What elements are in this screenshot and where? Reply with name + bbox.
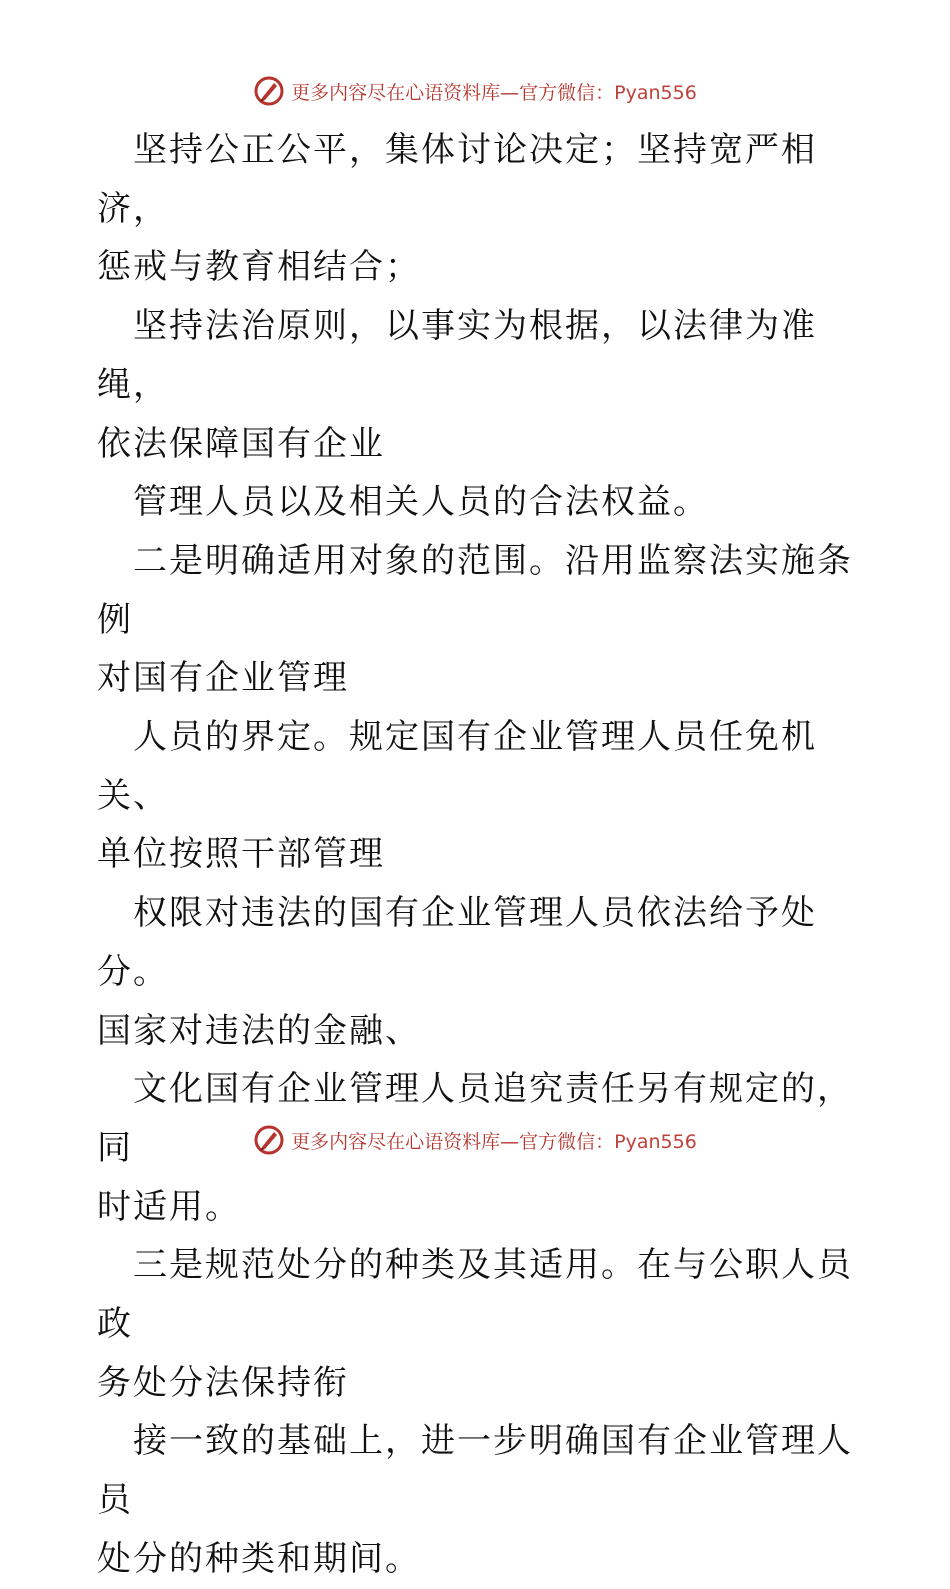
footer-banner-handle: Pyan556 (614, 1130, 697, 1153)
quill-pen-seal-icon (253, 75, 285, 107)
text-line: 坚持公正公平，集体讨论决定；坚持宽严相济， (97, 130, 817, 229)
text-line: 对国有企业管理 (97, 658, 349, 699)
header-banner-handle: Pyan556 (614, 81, 697, 104)
text-line: 处分的种类和期间。 (97, 1538, 421, 1579)
document-body (97, 121, 857, 1589)
text-line: 管理人员以及相关人员的合法权益。 (97, 482, 709, 523)
text-line: 三是规范处分的种类及其适用。在与公职人员政 (97, 1245, 853, 1345)
quill-pen-seal-icon (253, 1124, 285, 1156)
text-line: 务处分法保持衔 (97, 1362, 349, 1403)
text-line: 时适用。 (97, 1186, 241, 1227)
text-line: 权限对违法的国有企业管理人员依法给予处分。 (97, 893, 817, 992)
text-line: 人员的界定。规定国有企业管理人员任免机关、 (97, 717, 817, 816)
text-line: 接一致的基础上，进一步明确国有企业管理人员 (97, 1421, 853, 1521)
text-line: 坚持法治原则，以事实为根据，以法律为准绳， (97, 306, 817, 405)
text-line: 国家对违法的金融、 (97, 1010, 421, 1051)
footer-banner-text (291, 1127, 697, 1154)
footer-banner-main: 更多内容尽在心语资料库—官方微信： (291, 1130, 615, 1153)
text-line: 依法保障国有企业 (97, 423, 385, 464)
text-line: 二是明确适用对象的范围。沿用监察法实施条例 (97, 540, 853, 640)
header-banner-text (291, 78, 697, 105)
header-banner-main: 更多内容尽在心语资料库—官方微信： (291, 81, 615, 104)
header-banner (0, 71, 950, 111)
footer-banner (0, 1120, 950, 1160)
text-line: 惩戒与教育相结合； (97, 247, 421, 288)
text-line: 单位按照干部管理 (97, 834, 385, 875)
text-line: 文化国有企业管理人员追究责任另有规定的，同 (97, 1069, 853, 1168)
